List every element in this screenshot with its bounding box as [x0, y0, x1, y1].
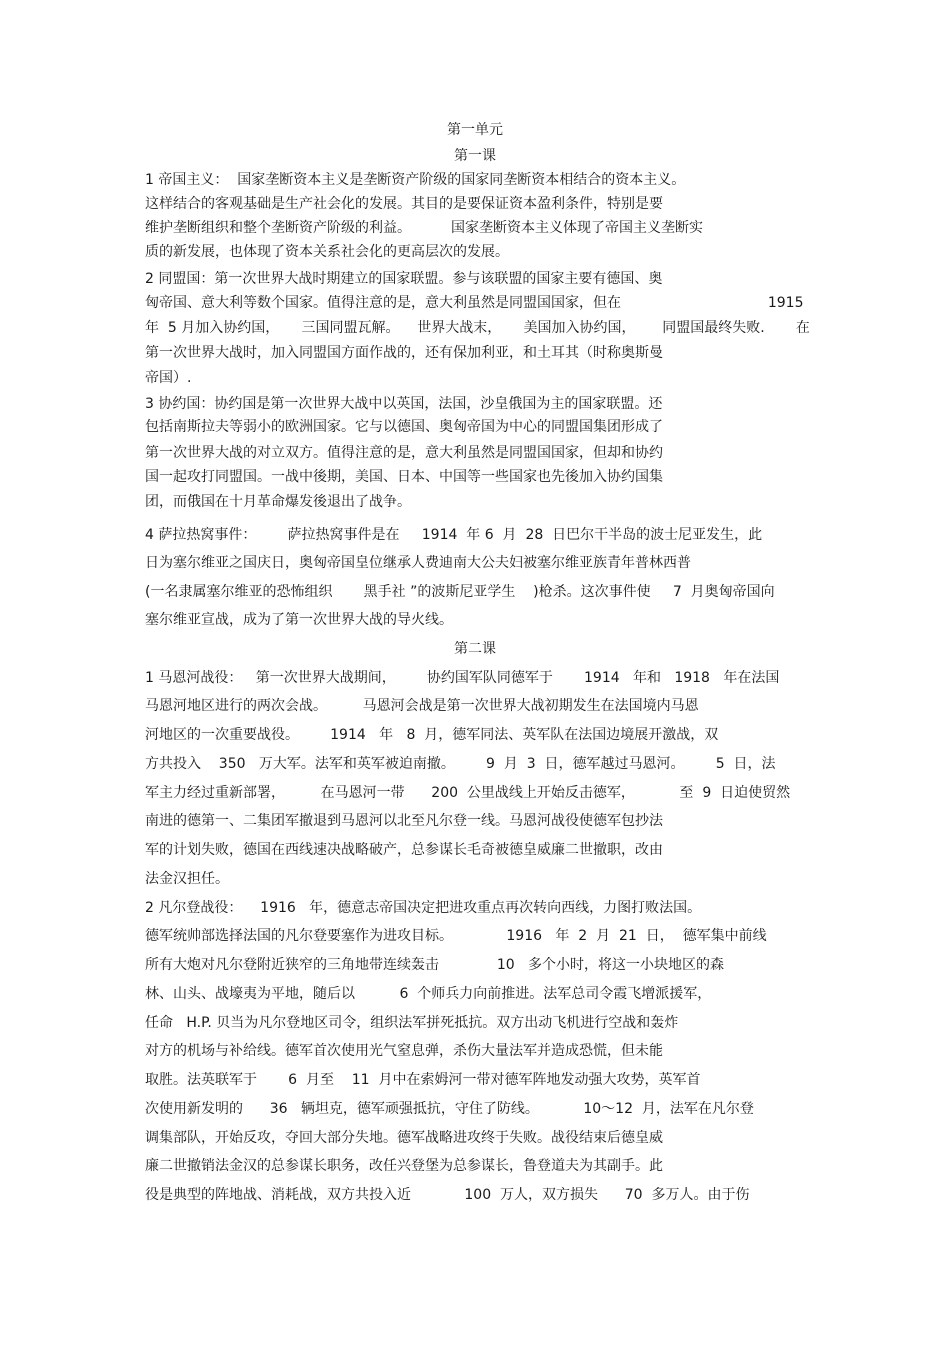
lesson2-line: 方共投入 350 万大军。法军和英军被迫南撤。 9 月 3 日，德军越过马恩河。 5 日，法 — [145, 756, 776, 772]
lesson2-title: 第二课 — [454, 641, 496, 657]
lesson1-line: 匈帝国、意大利等数个国家。值得注意的是，意大利虽然是同盟国国家，但在 1915 — [145, 295, 804, 311]
lesson2-line: 所有大炮对凡尔登附近狭窄的三角地带连续轰击 10 多个小时，将这一小块地区的森 — [145, 957, 725, 973]
lesson2-line: 军主力经过重新部署， 在马恩河一带 200 公里战线上开始反击德军， 至 9 日迫使贸然 — [145, 785, 791, 801]
lesson2-line: 河地区的一次重要战役。 1914 年 8 月，德军同法、英军队在法国边境展开激战，双 — [145, 727, 719, 743]
lesson2-line: 取胜。法英联军于 6 月至 11 月中在索姆河一带对德军阵地发动强大攻势，英军首 — [145, 1072, 701, 1088]
lesson1-line: 塞尔维亚宣战，成为了第一次世界大战的导火线。 — [145, 612, 453, 628]
lesson1-line: 2 同盟国：第一次世界大战时期建立的国家联盟。参与该联盟的国家主要有德国、奥 — [145, 271, 663, 287]
lesson2-line: 调集部队，开始反攻，夺回大部分失地。德军战略进攻终于失败。战役结束后德皇威 — [145, 1130, 663, 1146]
lesson1-line: 4 萨拉热窝事件： 萨拉热窝事件是在 1914 年 6 月 28 日巴尔干半岛的波士尼亚发生，此 — [145, 527, 763, 543]
lesson2-line: 军的计划失败，德国在西线速决战略破产，总参谋长毛奇被德皇威廉二世撤职，改由 — [145, 842, 663, 858]
lesson2-line: 2 凡尔登战役： 1916 年，德意志帝国决定把进攻重点再次转向西线，力图打败法国。 — [145, 900, 702, 916]
lesson2-line: 法金汉担任。 — [145, 871, 229, 887]
lesson1-line: 3 协约国：协约国是第一次世界大战中以英国，法国，沙皇俄国为主的国家联盟。还 — [145, 396, 663, 412]
unit-title: 第一单元 — [447, 122, 503, 138]
lesson2-line: 役是典型的阵地战、消耗战，双方共投入近 100 万人，双方损失 70 多万人。由于伤 — [145, 1187, 750, 1203]
lesson1-line: 第一次世界大战时，加入同盟国方面作战的，还有保加利亚，和土耳其（时称奥斯曼 — [145, 345, 663, 361]
lesson1-line: 国一起攻打同盟国。一战中後期，美国、日本、中国等一些国家也先後加入协约国集 — [145, 469, 663, 485]
lesson2-line: 次使用新发明的 36 辆坦克，德军顽强抵抗，守住了防线。 10～12 月，法军在凡尔登 — [145, 1101, 754, 1117]
lesson1-line: 帝国）. — [145, 370, 192, 386]
lesson2-line: 对方的机场与补给线。德军首次使用光气窒息弹，杀伤大量法军并造成恐慌，但未能 — [145, 1043, 663, 1059]
lesson1-line: 第一次世界大战的对立双方。值得注意的是，意大利虽然是同盟国国家，但却和协约 — [145, 445, 663, 461]
lesson2-line: 1 马恩河战役： 第一次世界大战期间， 协约国军队同德军于 1914 年和 1918 年在法国 — [145, 670, 780, 686]
lesson2-line: 德军统帅部选择法国的凡尔登要塞作为进攻目标。 1916 年 2 月 21 日， 德军集中前线 — [145, 928, 767, 944]
lesson2-line: 马恩河地区进行的两次会战。 马恩河会战是第一次世界大战初期发生在法国境内马恩 — [145, 698, 699, 714]
lesson1-line: 质的新发展，也体现了资本关系社会化的更高层次的发展。 — [145, 244, 509, 260]
lesson1-line: 团，而俄国在十月革命爆发後退出了战争。 — [145, 494, 411, 510]
lesson1-line: (一名隶属塞尔维亚的恐怖组织 黑手社 ”的波斯尼亚学生 )枪杀。这次事件使 7 月奥匈帝国向 — [145, 584, 775, 600]
lesson2-line: 廉二世撤销法金汉的总参谋长职务，改任兴登堡为总参谋长，鲁登道夫为其副手。此 — [145, 1158, 663, 1174]
lesson1-line: 这样结合的客观基础是生产社会化的发展。其目的是要保证资本盈利条件，特别是要 — [145, 196, 663, 212]
lesson1-line: 维护垄断组织和整个垄断资产阶级的利益。 国家垄断资本主义体现了帝国主义垄断实 — [145, 220, 704, 236]
lesson1-line: 日为塞尔维亚之国庆日，奥匈帝国皇位继承人费迪南大公夫妇被塞尔维亚族青年普林西普 — [145, 555, 691, 571]
lesson2-line: 林、山头、战壕夷为平地，随后以 6 个师兵力向前推进。法军总司令霞飞增派援军， — [145, 986, 712, 1002]
lesson2-line: 南进的德第一、二集团军撤退到马恩河以北至凡尔登一线。马恩河战役使德军包抄法 — [145, 813, 663, 829]
lesson1-line: 1 帝国主义： 国家垄断资本主义是垄断资产阶级的国家同垄断资本相结合的资本主义。 — [145, 172, 686, 188]
lesson1-line: 年 5 月加入协约国， 三国同盟瓦解。 世界大战末， 美国加入协约国， 同盟国最终失败. 在 — [145, 320, 810, 336]
lesson2-line: 任命 H.P. 贝当为凡尔登地区司令，组织法军拼死抵抗。双方出动飞机进行空战和轰炸 — [145, 1015, 679, 1031]
lesson1-line: 包括南斯拉夫等弱小的欧洲国家。它与以德国、奥匈帝国为中心的同盟国集团形成了 — [145, 419, 663, 435]
lesson1-title: 第一课 — [454, 148, 496, 164]
